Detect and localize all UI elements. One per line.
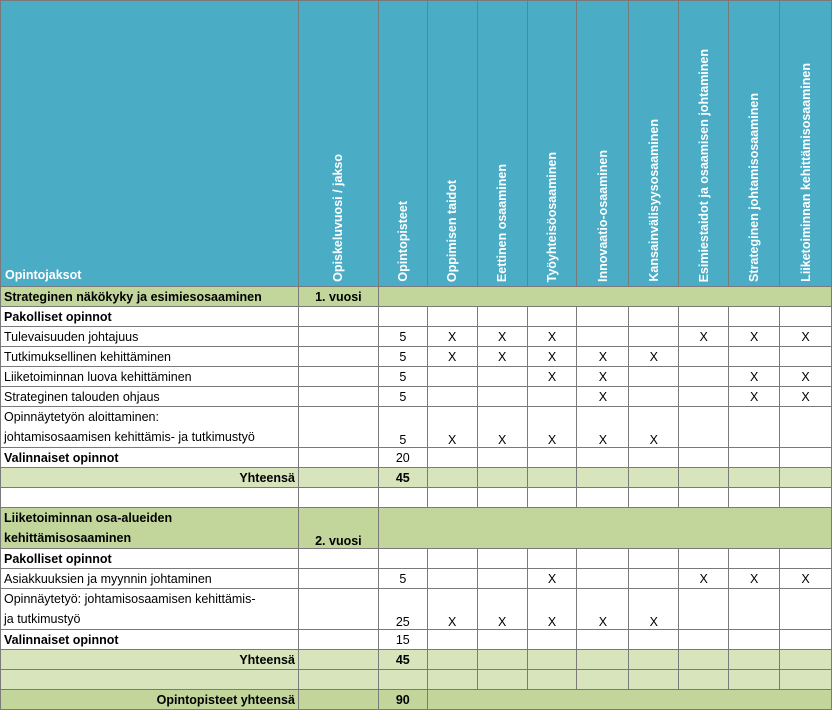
mark: X	[629, 589, 679, 630]
mark: X	[729, 569, 780, 589]
mark	[427, 367, 477, 387]
thesis-line-2: ja tutkimustyö	[4, 612, 81, 626]
mark: X	[527, 569, 577, 589]
mandatory-label: Pakolliset opinnot	[1, 549, 299, 569]
mark	[427, 569, 477, 589]
header-year-period: Opiskeluvuosi / jakso	[298, 1, 378, 287]
header-work-community: Työyhteisöosaaminen	[527, 1, 577, 287]
spacer-row	[1, 670, 832, 690]
mark: X	[477, 589, 527, 630]
year-label: 1. vuosi	[298, 287, 378, 307]
table-row	[1, 589, 832, 630]
course-credits: 5	[378, 569, 427, 589]
mark	[629, 367, 679, 387]
mark	[527, 387, 577, 407]
header-business-development: Liiketoiminnan kehittämisosaaminen	[780, 1, 832, 287]
mandatory-row	[1, 307, 832, 327]
mark	[577, 569, 629, 589]
mark: X	[427, 589, 477, 630]
mark: X	[679, 569, 729, 589]
elective-label: Valinnaiset opinnot	[1, 630, 299, 650]
mark: X	[577, 589, 629, 630]
mark: X	[780, 569, 832, 589]
year-label: 2. vuosi	[298, 508, 378, 549]
course-credits: 5	[378, 347, 427, 367]
section-title-line-2: kehittämisosaaminen	[4, 531, 132, 545]
mark: X	[577, 407, 629, 448]
mark	[629, 327, 679, 347]
mark: X	[577, 367, 629, 387]
thesis-line-2: johtamisosaamisen kehittämis- ja tutkimustyö	[4, 430, 255, 444]
mark	[477, 387, 527, 407]
mark	[679, 367, 729, 387]
mark: X	[477, 347, 527, 367]
table-row	[1, 569, 832, 589]
mark	[679, 589, 729, 630]
total-row	[1, 468, 832, 488]
mark	[629, 387, 679, 407]
elective-row	[1, 630, 832, 650]
mark: X	[729, 387, 780, 407]
grand-total-row	[1, 690, 832, 710]
grand-total-credits: 90	[378, 690, 427, 710]
header-supervisor-skills: Esimiestaidot ja osaamisen johtaminen	[679, 1, 729, 287]
elective-credits: 15	[378, 630, 427, 650]
mandatory-row	[1, 549, 832, 569]
grand-total-label: Opintopisteet yhteensä	[1, 690, 299, 710]
mark: X	[780, 327, 832, 347]
mark: X	[577, 387, 629, 407]
mark: X	[427, 407, 477, 448]
elective-row	[1, 448, 832, 468]
table-row	[1, 407, 832, 448]
mark	[679, 347, 729, 367]
mark	[577, 327, 629, 347]
spacer-row	[1, 488, 832, 508]
mark	[427, 387, 477, 407]
total-row	[1, 650, 832, 670]
mark: X	[527, 407, 577, 448]
total-label: Yhteensä	[1, 650, 299, 670]
section-row	[1, 287, 832, 307]
section-title: Strateginen näkökyky ja esimiesosaaminen	[1, 287, 299, 307]
mark: X	[679, 327, 729, 347]
mark	[780, 589, 832, 630]
section-row	[1, 508, 832, 549]
header-row	[1, 1, 832, 287]
mark: X	[780, 367, 832, 387]
header-credits: Opintopisteet	[378, 1, 427, 287]
total-credits: 45	[378, 468, 427, 488]
mark	[679, 387, 729, 407]
thesis-line-1: Opinnäytetyö: johtamisosaamisen kehittämis-	[4, 592, 256, 606]
mark: X	[477, 327, 527, 347]
elective-credits: 20	[378, 448, 427, 468]
total-label: Yhteensä	[1, 468, 299, 488]
course-name: Asiakkuuksien ja myynnin johtaminen	[1, 569, 299, 589]
course-credits: 5	[378, 407, 427, 448]
table-row	[1, 347, 832, 367]
mark: X	[729, 367, 780, 387]
header-international: Kansainvälisyysosaaminen	[629, 1, 679, 287]
course-name: Liiketoiminnan luova kehittäminen	[1, 367, 299, 387]
mark: X	[729, 327, 780, 347]
thesis-course	[1, 407, 299, 448]
mark	[729, 347, 780, 367]
mark	[477, 569, 527, 589]
mark	[679, 407, 729, 448]
mark: X	[477, 407, 527, 448]
mark: X	[527, 367, 577, 387]
header-strategic-leadership: Strateginen johtamisosaaminen	[729, 1, 780, 287]
mark	[477, 367, 527, 387]
header-innovation: Innovaatio-osaaminen	[577, 1, 629, 287]
thesis-course	[1, 589, 299, 630]
mandatory-label: Pakolliset opinnot	[1, 307, 299, 327]
elective-label: Valinnaiset opinnot	[1, 448, 299, 468]
mark	[780, 407, 832, 448]
mark	[629, 569, 679, 589]
header-ethical: Eettinen osaaminen	[477, 1, 527, 287]
mark: X	[629, 407, 679, 448]
course-credits: 5	[378, 387, 427, 407]
header-learning-skills: Oppimisen taidot	[427, 1, 477, 287]
mark	[780, 347, 832, 367]
mark: X	[780, 387, 832, 407]
course-name: Tutkimuksellinen kehittäminen	[1, 347, 299, 367]
course-name: Strateginen talouden ohjaus	[1, 387, 299, 407]
mark	[729, 407, 780, 448]
mark	[729, 589, 780, 630]
course-credits: 5	[378, 367, 427, 387]
total-credits: 45	[378, 650, 427, 670]
section-title	[1, 508, 299, 549]
mark: X	[629, 347, 679, 367]
mark: X	[427, 347, 477, 367]
header-course: Opintojaksot	[1, 1, 299, 287]
thesis-line-1: Opinnäytetyön aloittaminen:	[4, 410, 159, 424]
table-row	[1, 327, 832, 347]
mark: X	[527, 327, 577, 347]
course-credits: 25	[378, 589, 427, 630]
section-title-line-1: Liiketoiminnan osa-alueiden	[4, 511, 173, 525]
table-row	[1, 387, 832, 407]
mark: X	[427, 327, 477, 347]
table-row	[1, 367, 832, 387]
course-name: Tulevaisuuden johtajuus	[1, 327, 299, 347]
course-credits: 5	[378, 327, 427, 347]
mark: X	[527, 589, 577, 630]
mark: X	[577, 347, 629, 367]
mark: X	[527, 347, 577, 367]
